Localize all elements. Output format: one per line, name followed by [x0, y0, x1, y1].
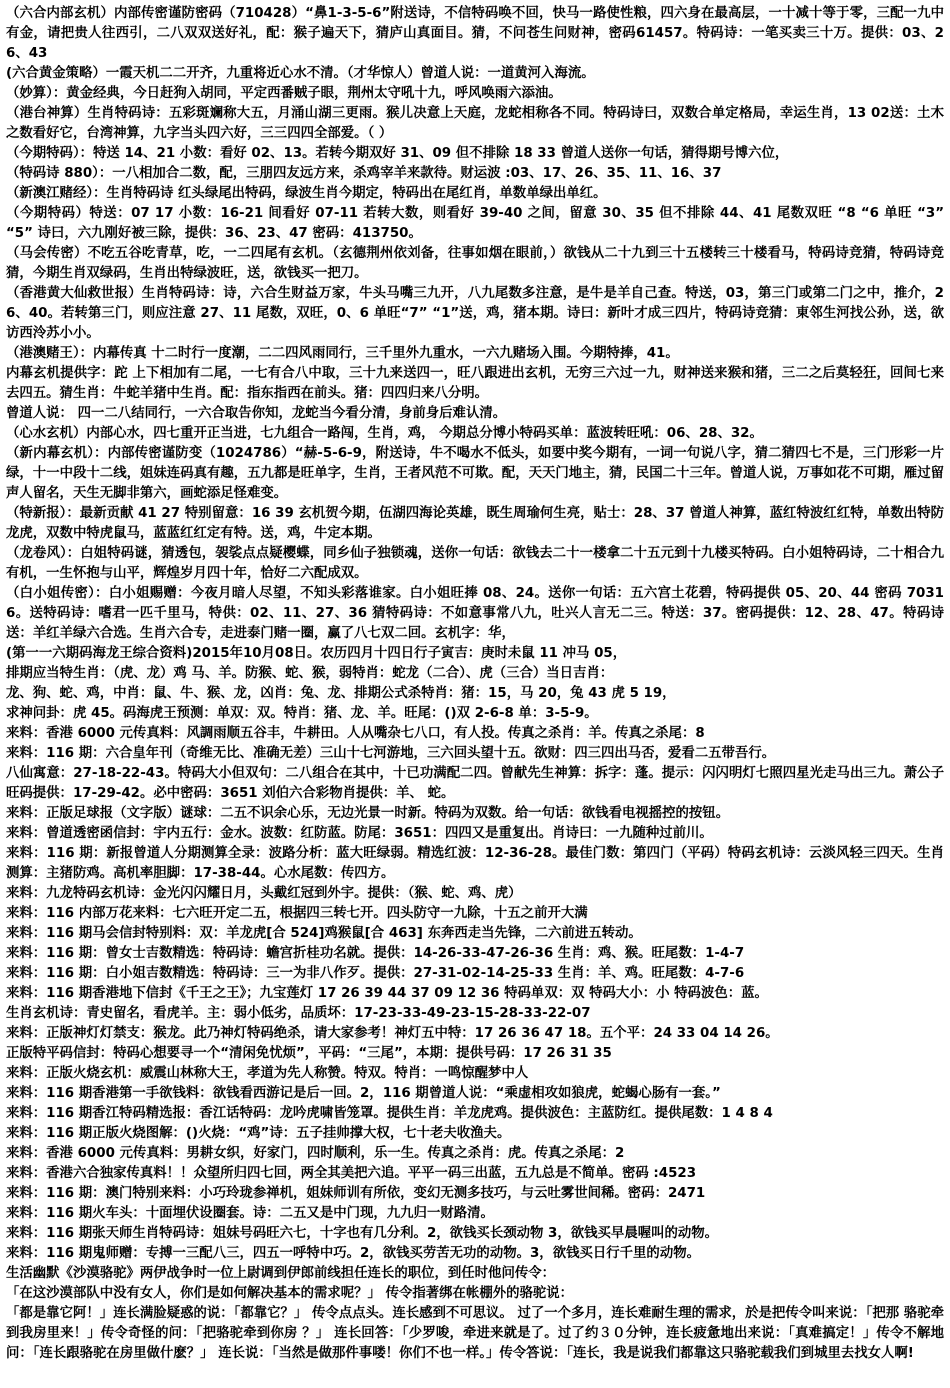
text-line: （龙卷风）：白姐特码谜，猜透包，袈裟点点疑樱蝶，同乡仙子独锁魂，送你一句话：欲钱去二十一楼拿二十五元到十九楼买特码。白小姐特码诗，二十相合九有机，一生怀抱与山平，辉煌岁月四十年，恰好二六配成双。: [6, 546, 944, 581]
text-line: （白小姐传密）：白小姐赐赠：今夜月暗人尽望，不知头彩落谁家。白小姐旺捧 08、24。送你一句话：五六宫土花碧，特码提供 05、20、44 密码 70316。送特码诗：嗜君一匹千里马，特供：02、11、27、36 猜特码诗：不如意事常八九，吐兴人言无二三。特送：37。密码提供：12、28、47。特码诗送：羊红羊绿六合选。生肖六合专，走进泰门赌一圈，赢了八七双二回。玄机字：华，: [6, 586, 944, 641]
text-line: 来料：曾道透密函信封：宇内五行：金水。波数：红防蓝。防尾：3651：四四又是重复出。肖诗曰：一九随种过前川。: [6, 826, 713, 841]
text-line: 曾道人说： 四一二八结同行，一六合取告你知，龙蛇当今看分清，身前身后难认清。: [6, 406, 507, 421]
text-line: 来料：116 期火车头：十面埋伏设圈套。诗：二五又是中门现，九九归一财路清。: [6, 1206, 494, 1221]
text-line: 「在这沙漠部队中没有女人，你们是如何解决基本的需求呢？」 传令指著绑在帐棚外的骆驼说：: [6, 1286, 574, 1301]
text-line: 来料：香港六合独家传真料！！众望所归四七回，两全其美把六追。平平一码三出蓝，五九总是不简单。密码 :4523: [6, 1166, 697, 1181]
text-line: （今期特码）：特送 14、21 小数：看好 02、13。若转今期双好 31、09 但不排除 18 33 曾道人送你一句话，猜得期号博六位，: [6, 146, 789, 161]
text-line: 来料：香港 6000 元传真料：风調雨顺五谷丰，牛耕田。人从嘴杂七八口，有人投。传真之杀肖：羊。传真之杀尾：8: [6, 726, 705, 741]
text-line: （特新报）：最新贡献 41 27 特别留意：16 39 玄机贺今期，伍湖四海论英雄，既生周瑜何生亮，贴士：28、37 曾道人神算，蓝红特波红红特，单数出特防龙虎，双数中特虎鼠马，蓝蓝红红定有特。送，鸡，牛定本期。: [6, 506, 944, 541]
text-line: 来料：116 内部万花来料：七六旺开定二五，根据四三转七开。四头防守一九除，十五之前开大满: [6, 906, 588, 921]
text-line: 来料：116 期马会信封特别料：双：羊龙虎[合 524]鸡猴鼠[合 463] 东奔西走当先锋，二六前进五转动。: [6, 926, 642, 941]
text-line: （今期特码）特送：07 17 小数：16-21 间看好 07-11 若转大数，则看好 39-40 之间，留意 30、35 但不排除 44、41 尾数双旺 “8 “6 单旺 “3” “5” 诗曰，六九刚好被三除，提供：36、23、47 密码：413750。: [6, 206, 944, 241]
text-line: 生活幽默《沙漠骆驼》两伊战争时一位上尉调到伊郎前线担任连长的职位，到任时他问传令：: [6, 1266, 556, 1281]
text-line: 来料：116 期：六合皇年刊（奇维无比、准确无差）三山十七河游地，三六回头望十五。欲财：四三四出马否，爱看二五带吾行。: [6, 746, 776, 761]
text-line: 生肖玄机诗：青史留名，看虎羊。主：弱小低劣，品质坏：17-23-33-49-23-15-28-33-22-07: [6, 1006, 591, 1021]
text-line: 来料：正版火烧玄机：威震山林称大王，孝道为先人称赞。特双。特肖：一鸣惊醒梦中人: [6, 1066, 529, 1081]
text-line: 来料：116 期：白小姐吉数精选：特码诗：三一为非八作歹。提供：27-31-02-14-25-33 生肖：羊、鸡。旺尾数：4-7-6: [6, 966, 745, 981]
text-line: （新内幕玄机）：内部传密谨防变（1024786）“赫-5-6-9，附送诗，牛不喝水不低头，如要中奖今期有，一词一句说八字，猜二猜四七不是，三门形彩一片绿，十一中段十二线，姐妹连码真有趣，五九都是旺单字，生肖，王者风范不可欺。配，天天门地主，猜，民国二十三年。曾道人说，万事如花不可期，雁过留声人留名，天生无脚非第六，画蛇添足怪难变。: [6, 446, 944, 501]
text-line: （马会传密）不吃五谷吃青草，吃，一二四尾有玄机。（玄德荆州依刘备，往事如烟在眼前，）欲钱从二十九到三十五楼转三十楼看马，特码诗竞猜，特码诗竞猜，今期生肖双绿码，生肖出特绿波旺，送，欲钱买一把刀。: [6, 246, 944, 281]
text-line: 来料：116 期鬼师赠：专搏一三配八三，四五一呼特中巧。2，欲钱买劳苦无功的动物。3，欲钱买日行千里的动物。: [6, 1246, 700, 1261]
text-line: (第一一六期码海龙王综合资料)2015年10月08日。农历四月十四日行子寅吉：庚时未鼠 11 冲马 05，: [6, 646, 627, 661]
text-line: 来料：正版足球报（文字版）谜球：二五不识余心乐，无边光景一时新。特码为双数。给一句话：欲钱看电视摇控的按钮。: [6, 806, 730, 821]
text-line: （心水玄机）内部心水，四七重开正当进，七九组合一路闯，生肖，鸡， 今期总分博小特码买单：蓝波转旺吼：06、28、32。: [6, 426, 763, 441]
text-line: 来料：116 期香港第一手欲钱料：欲钱看西游记是后一回。2，116 期曾道人说：“乘虚相攻如狼虎，蛇蝎心肠有一套。”: [6, 1086, 721, 1101]
text-line: 来料：九龙特码玄机诗：金光闪闪耀日月，头戴红冠到外宇。提供：（猴、蛇、鸡、虎）: [6, 886, 522, 901]
text-line: （港澳赌王）：内幕传真 十二时行一度潮，二二四风雨同行，三千里外九重水，一六九赌场入围。今期特捧，41。: [6, 346, 679, 361]
text-line: 龙、狗、蛇、鸡，中肖：鼠、牛、猴、龙，凶肖：兔、龙、排期公式杀特肖：猪：15，马 20，兔 43 虎 5 19，: [6, 686, 676, 701]
text-line: 来料：116 期：澳门特别来料：小巧玲珑参禅机，姐妹师训有所依，变幻无测多技巧，与云吐雾世间稀。密码：2471: [6, 1186, 706, 1201]
text-line: 内幕玄机提供字：跎 上下相加有二尾，一七有合八中取，三十九来送四一，旺八跟进出玄机，无穷三六过一九，财神送来猴和猪，三二之后莫轻狂，回间七来去四五。猜生肖：牛蛇羊猪中生肖。配：指东指西在前头。猪：四四归来八分明。: [6, 366, 944, 401]
text-line: 来料：116 期：新报曾道人分期测算全录：波路分析：蓝大旺绿弱。精选红波：12-36-28。最佳门数：第四门（平码）特码玄机诗：云淡风轻三四天。生肖测算：主猪防鸡。高机率胆脚：17-38-44。心水尾数：传四方。: [6, 846, 944, 881]
text-line: (六合黄金策略）一霞天机二二开齐，九重将近心水不清。（才华惊人）曾道人说：一道黄河入海流。: [6, 66, 595, 81]
text-line: （新澳江赌经）：生肖特码诗 红头绿尾出特码，绿波生肖今期定，特码出在尾红肖，单数单绿出单红。: [6, 186, 607, 201]
text-line: 八仙寓意：27-18-22-43。特码大小但双句：二八组合在其中，十已功满配二四。曾献先生神算：拆字：蓬。提示：闪闪明灯七照四星光走马出三九。萧公子旺码提供：17-29-42。必中密码：3651 刘伯六合彩物肖提供：羊、 蛇。: [6, 766, 944, 801]
text-line: 来料：116 期香江特码精选报：香江话特码：龙吟虎啸皆笼罩。提供生肖：羊龙虎鸡。提供波色：主蓝防红。提供尾数：1 4 8 4: [6, 1106, 773, 1121]
text-line: 来料：116 期正版火烧图解：()火烧：“鸡”诗：五子挂帅撑大权，七十老夫收渔夫。: [6, 1126, 511, 1141]
text-line: （香港黄大仙救世报）生肖特码诗：诗，六合生财益万家，牛头马嘴三九开，八九尾数多注意，是牛是羊自己查。特送，03，第三门或第二门之中，推介，26、40。若转第三门，则应注意 27、11 尾数，双旺，0、6 单旺“7” “1”送，鸡，猪本期。诗曰：新叶才成三四片，特码诗竞猜：東邻生河找公孙，送，欲访西泠苏小小。: [6, 286, 944, 341]
text-line: （妙算）：黄金经典，今日赶狗入胡同，平定西番贼子眼，荆州太守吼十九，呼风唤雨六添油。: [6, 86, 562, 101]
text-line: 来料：香港 6000 元传真料：男耕女织，好家门，四时顺利，乐一生。传真之杀肖：虎。传真之杀尾：2: [6, 1146, 625, 1161]
text-line: 求神问卦：虎 45。码海虎王预测：单双：双。特肖：猪、龙、羊。旺尾：()双 2-6-8 单：3-5-9。: [6, 706, 598, 721]
text-line: 来料：正版神灯灯禁支：猴龙。此乃神灯特码绝杀，请大家参考！神灯五中特：17 26 36 47 18。五个平：24 33 04 14 26。: [6, 1026, 779, 1041]
text-line: 来料：116 期香港地下信封《千王之王》；九宝莲灯 17 26 39 44 37 09 12 36 特码单双：双 特码大小：小 特码波色：蓝。: [6, 986, 768, 1001]
text-line: 来料：116 期：曾女士吉数精选：特码诗：蟾宫折桂功名就。提供：14-26-33-47-26-36 生肖：鸡、猴。旺尾数：1-4-7: [6, 946, 745, 961]
text-line: （港台神算）生肖特码诗：五彩斑斓称大五，月涌山湖三更雨。猴儿决意上天庭，龙蛇相称各不同。特码诗曰，双数合单定格局，幸运生肖，13 02送：土木之数看好它，台湾神算，九字当头四六好，三三四四全部爱。（ ）: [6, 106, 944, 141]
text-line: 来料：116 期张天师生肖特码诗：姐妹号码旺六七，十字也有几分利。2，欲钱买长颈动物 3，欲钱买早晨喔叫的动物。: [6, 1226, 719, 1241]
text-line: 「都是靠它阿！」连长满脸疑惑的说：「都靠它？」 传令点点头。连长感到不可思议。 过了一个多月，连长难耐生理的需求，於是把传令叫来说：「把那 骆驼牵到我房里来！」传令奇怪的问：「把骆驼牵到你房 ？」 连长回答：「少罗唆，牵进来就是了。过了约３０分钟，连长疲惫地出来说：「真难搞定！」传令不解地问：「连长跟骆驼在房里做什麽？」 连长说：「当然是做那件事喽！你们不也一样。」传令答说：「连长，我是说我们都靠这只骆驼载我们到城里去找女人啊!: [6, 1306, 944, 1361]
text-line: 排期应当特生肖：（虎、龙）鸡 马、羊。防猴、蛇、猴，弱特肖：蛇龙（二合）、虎（三合）当日吉肖：: [6, 666, 614, 681]
text-line: （特码诗 880）：一八相加合二数，配，三朋四友远方来，杀鸡宰羊来款待。财运波 :03、17、26、35、11、16、37: [6, 166, 722, 181]
text-line: 正版特平码信封：特码心想要寻一个“清闲免忧烦”，平码：“三尾”，本期：提供号码：17 26 31 35: [6, 1046, 612, 1061]
text-line: （六合内部玄机）内部传密谨防密码（710428）“鼻1-3-5-6”附送诗，不信特码唤不回，快马一路使性粮，四六身在最高层，一十减十等于零，三配一九中有金，请把贵人往西引，二八双双送好礼，配：猴子遍天下，猜庐山真面目。猜，不问苍生问财神，密码61457。特码诗：一笔买卖三十万。提供：03、26、43: [6, 6, 944, 61]
